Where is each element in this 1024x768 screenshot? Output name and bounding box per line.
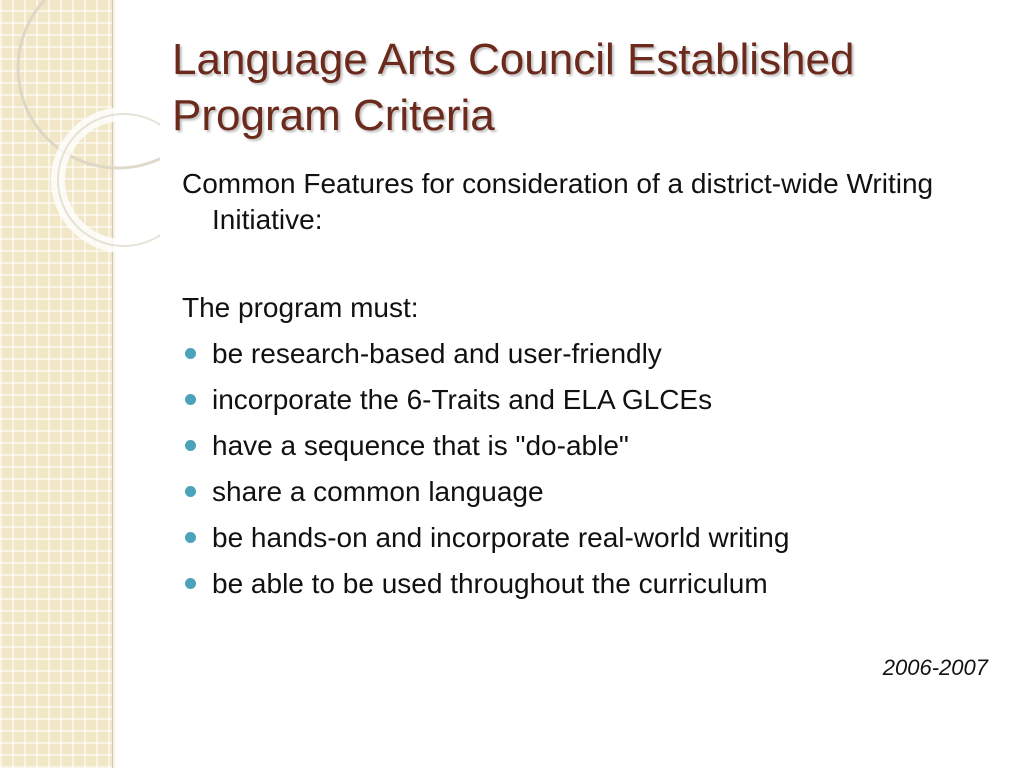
lead-text: The program must: xyxy=(182,292,419,323)
bullet-dot-icon xyxy=(185,578,196,589)
list-item xyxy=(182,518,992,564)
list-item xyxy=(182,426,992,472)
slide-title: Language Arts Council Established Program Criteria xyxy=(172,35,855,140)
list-item-text: have a sequence that is "do-able" xyxy=(212,430,629,461)
intro-text: Common Features for consideration of a district-wide Writing Initiative: xyxy=(182,168,934,235)
list-item-text: be research-based and user-friendly xyxy=(212,338,662,369)
list-item-text: be able to be used throughout the curriculum xyxy=(212,568,768,599)
list-item xyxy=(182,564,992,610)
bullet-dot-icon xyxy=(185,440,196,451)
list-item xyxy=(182,472,992,518)
bullet-dot-icon xyxy=(185,532,196,543)
list-item xyxy=(182,334,992,380)
bullet-dot-icon xyxy=(185,394,196,405)
list-item-text: share a common language xyxy=(212,476,544,507)
year-label: 2006-2007 xyxy=(882,655,988,680)
bullet-dot-icon xyxy=(185,348,196,359)
decorative-circles-icon xyxy=(0,0,160,260)
list-item xyxy=(182,380,992,426)
criteria-list xyxy=(182,334,992,610)
slide-body xyxy=(182,166,992,610)
list-item-text: incorporate the 6-Traits and ELA GLCEs xyxy=(212,384,713,415)
bullet-dot-icon xyxy=(185,486,196,497)
list-item-text: be hands-on and incorporate real-world writing xyxy=(212,522,790,553)
